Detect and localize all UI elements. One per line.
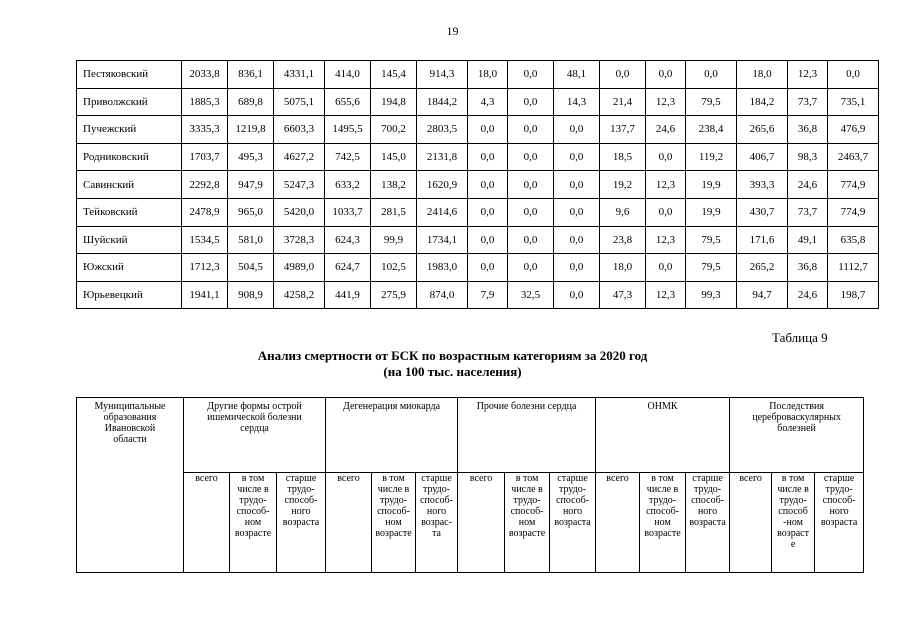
header-line: трудо- <box>422 484 451 495</box>
value-cell: 1734,1 <box>417 226 468 254</box>
header-line: ного <box>426 506 447 517</box>
value-cell: 1983,0 <box>417 254 468 282</box>
header-line: способ- <box>691 495 725 506</box>
subheader-working-age <box>640 473 686 573</box>
header-line: способ- <box>284 495 318 506</box>
header-line: в том <box>515 473 539 484</box>
value-cell: 624,3 <box>325 226 371 254</box>
value-cell: 0,0 <box>554 281 600 309</box>
value-cell: 0,0 <box>686 61 737 89</box>
value-cell: 19,2 <box>600 171 646 199</box>
table-row <box>77 116 879 144</box>
header-line: ном <box>385 517 402 528</box>
header-line: всего <box>739 473 762 484</box>
header-line: старше <box>285 473 317 484</box>
subheader-over-working-age <box>277 473 326 573</box>
value-cell: 914,3 <box>417 61 468 89</box>
header-line: старше <box>823 473 855 484</box>
header-line: старше <box>421 473 452 484</box>
value-cell: 19,9 <box>686 198 737 226</box>
value-cell: 633,2 <box>325 171 371 199</box>
value-cell: 99,9 <box>371 226 417 254</box>
value-cell: 836,1 <box>228 61 274 89</box>
value-cell: 73,7 <box>788 88 828 116</box>
header-line: возраста <box>554 517 591 528</box>
value-cell: 1033,7 <box>325 198 371 226</box>
value-cell: 0,0 <box>554 171 600 199</box>
value-cell: 12,3 <box>646 226 686 254</box>
subheader-over-working-age <box>416 473 458 573</box>
value-cell: 73,7 <box>788 198 828 226</box>
value-cell: 624,7 <box>325 254 371 282</box>
value-cell: 635,8 <box>828 226 879 254</box>
value-cell: 9,6 <box>600 198 646 226</box>
header-line: старше <box>692 473 723 484</box>
value-cell: 0,0 <box>468 226 508 254</box>
value-cell: 774,9 <box>828 198 879 226</box>
header-line: ном <box>654 517 671 528</box>
header-line: способ- <box>420 495 453 506</box>
header-line: в том <box>651 473 674 484</box>
header-line: в том <box>382 473 405 484</box>
value-cell: 0,0 <box>468 143 508 171</box>
header-line: возрасте <box>234 528 272 539</box>
value-cell: 874,0 <box>417 281 468 309</box>
value-cell: 1712,3 <box>182 254 228 282</box>
value-cell: 5420,0 <box>274 198 325 226</box>
value-cell: 0,0 <box>468 198 508 226</box>
header-line: ного <box>562 506 583 517</box>
header-line: числе в <box>777 484 809 495</box>
table-row <box>77 143 879 171</box>
value-cell: 0,0 <box>468 254 508 282</box>
value-cell: 1112,7 <box>828 254 879 282</box>
value-cell: 119,2 <box>686 143 737 171</box>
value-cell: 145,0 <box>371 143 417 171</box>
value-cell: 0,0 <box>508 171 554 199</box>
value-cell: 0,0 <box>508 143 554 171</box>
value-cell: 4989,0 <box>274 254 325 282</box>
value-cell: 3728,3 <box>274 226 325 254</box>
header-line: числе в <box>511 484 543 495</box>
district-name-cell: Пучежский <box>77 116 182 144</box>
district-name-cell: Родниковский <box>77 143 182 171</box>
value-cell: 689,8 <box>228 88 274 116</box>
value-cell: 1534,5 <box>182 226 228 254</box>
header-line: трудо- <box>513 495 541 506</box>
value-cell: 198,7 <box>828 281 879 309</box>
value-cell: 12,3 <box>646 281 686 309</box>
table-row <box>77 198 879 226</box>
district-name-cell: Пестяковский <box>77 61 182 89</box>
subheader-working-age <box>505 473 550 573</box>
table-row <box>77 61 879 89</box>
header-line: в том <box>241 473 265 484</box>
header-line: трудо- <box>287 484 315 495</box>
value-cell: 79,5 <box>686 88 737 116</box>
value-cell: 441,9 <box>325 281 371 309</box>
table-number-label: Таблица 9 <box>772 330 828 345</box>
header-line: сердца <box>240 423 269 434</box>
value-cell: 2414,6 <box>417 198 468 226</box>
value-cell: 0,0 <box>508 198 554 226</box>
value-cell: 12,3 <box>788 61 828 89</box>
value-cell: 406,7 <box>737 143 788 171</box>
value-cell: 24,6 <box>646 116 686 144</box>
value-cell: 0,0 <box>600 61 646 89</box>
table-subtitle: (на 100 тыс. населения) <box>383 364 522 379</box>
value-cell: 908,9 <box>228 281 274 309</box>
header-line: трудо- <box>648 495 677 506</box>
value-cell: 1219,8 <box>228 116 274 144</box>
value-cell: 265,2 <box>737 254 788 282</box>
header-line: возрасте <box>375 528 412 539</box>
value-cell: 4258,2 <box>274 281 325 309</box>
value-cell: 0,0 <box>554 226 600 254</box>
table-row <box>77 171 879 199</box>
header-line: возраст <box>777 528 809 539</box>
value-cell: 18,0 <box>737 61 788 89</box>
value-cell: 0,0 <box>468 171 508 199</box>
value-cell: 275,9 <box>371 281 417 309</box>
value-cell: 774,9 <box>828 171 879 199</box>
group-header <box>596 398 730 473</box>
value-cell: 0,0 <box>554 116 600 144</box>
value-cell: 23,8 <box>600 226 646 254</box>
header-line: трудо- <box>558 484 587 495</box>
header-line: Другие формы острой <box>207 401 302 412</box>
table-8-continuation <box>76 60 879 309</box>
header-line: всего <box>195 473 218 484</box>
value-cell: 1941,1 <box>182 281 228 309</box>
value-cell: 36,8 <box>788 116 828 144</box>
district-name-cell: Тейковский <box>77 198 182 226</box>
header-line: области <box>113 434 147 445</box>
value-cell: 2292,8 <box>182 171 228 199</box>
subheader-over-working-age <box>686 473 730 573</box>
table-row <box>77 88 879 116</box>
header-line: числе в <box>646 484 679 495</box>
header-line: трудо- <box>825 484 853 495</box>
value-cell: 655,6 <box>325 88 371 116</box>
value-cell: 0,0 <box>508 61 554 89</box>
header-line: ного <box>697 506 718 517</box>
value-cell: 145,4 <box>371 61 417 89</box>
header-line: способ- <box>556 495 589 506</box>
subheader-total <box>730 473 772 573</box>
value-cell: 0,0 <box>554 143 600 171</box>
header-line: болезней <box>777 423 816 434</box>
value-cell: 79,5 <box>686 254 737 282</box>
value-cell: 2033,8 <box>182 61 228 89</box>
header-line: способ- <box>236 506 270 517</box>
subheader-over-working-age <box>815 473 864 573</box>
value-cell: 281,5 <box>371 198 417 226</box>
value-cell: 0,0 <box>646 254 686 282</box>
value-cell: 79,5 <box>686 226 737 254</box>
header-line: ном <box>518 517 536 528</box>
header-line: возрасте <box>644 528 681 539</box>
header-line: возраста <box>282 517 320 528</box>
header-line: способ- <box>510 506 544 517</box>
table-9 <box>76 397 864 573</box>
value-cell: 2131,8 <box>417 143 468 171</box>
header-line: -ном <box>783 517 803 528</box>
value-cell: 947,9 <box>228 171 274 199</box>
header-line: Прочие болезни сердца <box>476 401 577 412</box>
subheader-working-age <box>372 473 416 573</box>
value-cell: 5247,3 <box>274 171 325 199</box>
subheader-working-age <box>230 473 277 573</box>
value-cell: 393,3 <box>737 171 788 199</box>
district-name-cell: Савинский <box>77 171 182 199</box>
value-cell: 0,0 <box>508 254 554 282</box>
subheader-working-age <box>772 473 815 573</box>
value-cell: 6603,3 <box>274 116 325 144</box>
group-header <box>326 398 458 473</box>
district-name-cell: Шуйский <box>77 226 182 254</box>
header-line: способ- <box>377 506 410 517</box>
table-row <box>77 254 879 282</box>
value-cell: 7,9 <box>468 281 508 309</box>
value-cell: 194,8 <box>371 88 417 116</box>
value-cell: 2463,7 <box>828 143 879 171</box>
header-line: способ <box>778 506 808 517</box>
value-cell: 0,0 <box>646 143 686 171</box>
header-line: цереброваскулярных <box>752 412 841 423</box>
value-cell: 4331,1 <box>274 61 325 89</box>
header-line: ном <box>244 517 262 528</box>
header-line: всего <box>606 473 629 484</box>
subheader-over-working-age <box>550 473 596 573</box>
header-line: трудо- <box>779 495 807 506</box>
value-cell: 137,7 <box>600 116 646 144</box>
header-line: в том <box>781 473 805 484</box>
header-line: Муниципальные <box>94 401 166 412</box>
value-cell: 0,0 <box>468 116 508 144</box>
value-cell: 581,0 <box>228 226 274 254</box>
value-cell: 102,5 <box>371 254 417 282</box>
value-cell: 18,0 <box>468 61 508 89</box>
header-line: способ- <box>646 506 679 517</box>
header-line: е <box>790 539 796 550</box>
value-cell: 2478,9 <box>182 198 228 226</box>
value-cell: 32,5 <box>508 281 554 309</box>
header-line: Последствия <box>769 401 824 412</box>
header-line: ОНМК <box>647 401 678 412</box>
value-cell: 171,6 <box>737 226 788 254</box>
district-name-cell: Юрьевецкий <box>77 281 182 309</box>
value-cell: 4627,2 <box>274 143 325 171</box>
value-cell: 184,2 <box>737 88 788 116</box>
header-line: всего <box>469 473 493 484</box>
header-line: способ- <box>822 495 856 506</box>
value-cell: 24,6 <box>788 171 828 199</box>
value-cell: 1703,7 <box>182 143 228 171</box>
header-line: трудо- <box>239 495 267 506</box>
value-cell: 18,0 <box>600 254 646 282</box>
value-cell: 0,0 <box>554 198 600 226</box>
value-cell: 98,3 <box>788 143 828 171</box>
header-line: Дегенерация миокарда <box>343 401 441 412</box>
value-cell: 49,1 <box>788 226 828 254</box>
table-title: Анализ смертности от БСК по возрастным категориям за 2020 год <box>257 348 648 363</box>
value-cell: 742,5 <box>325 143 371 171</box>
value-cell: 238,4 <box>686 116 737 144</box>
table-row <box>77 226 879 254</box>
header-line: возраста <box>820 517 858 528</box>
district-name-cell: Приволжский <box>77 88 182 116</box>
header-line: та <box>432 528 441 539</box>
value-cell: 12,3 <box>646 88 686 116</box>
table-row <box>77 281 879 309</box>
value-cell: 0,0 <box>646 198 686 226</box>
value-cell: 0,0 <box>508 116 554 144</box>
value-cell: 47,3 <box>600 281 646 309</box>
value-cell: 0,0 <box>646 61 686 89</box>
header-line: трудо- <box>693 484 722 495</box>
value-cell: 5075,1 <box>274 88 325 116</box>
value-cell: 1885,3 <box>182 88 228 116</box>
value-cell: 138,2 <box>371 171 417 199</box>
header-line: всего <box>337 473 360 484</box>
group-header <box>458 398 596 473</box>
header-line: числе в <box>377 484 410 495</box>
value-cell: 36,8 <box>788 254 828 282</box>
value-cell: 94,7 <box>737 281 788 309</box>
value-cell: 965,0 <box>228 198 274 226</box>
value-cell: 48,1 <box>554 61 600 89</box>
header-line: возрасте <box>508 528 546 539</box>
value-cell: 4,3 <box>468 88 508 116</box>
value-cell: 430,7 <box>737 198 788 226</box>
value-cell: 1620,9 <box>417 171 468 199</box>
value-cell: 19,9 <box>686 171 737 199</box>
value-cell: 3335,3 <box>182 116 228 144</box>
value-cell: 735,1 <box>828 88 879 116</box>
header-line: возрас- <box>421 517 452 528</box>
district-name-cell: Южский <box>77 254 182 282</box>
value-cell: 24,6 <box>788 281 828 309</box>
value-cell: 12,3 <box>646 171 686 199</box>
header-line: ного <box>829 506 849 517</box>
header-line: старше <box>557 473 588 484</box>
page-number: 19 <box>446 24 459 38</box>
header-line: ишемической болезни <box>207 412 302 423</box>
value-cell: 1844,2 <box>417 88 468 116</box>
value-cell: 2803,5 <box>417 116 468 144</box>
subheader-total <box>458 473 505 573</box>
value-cell: 0,0 <box>828 61 879 89</box>
value-cell: 504,5 <box>228 254 274 282</box>
municipality-header <box>77 398 184 573</box>
subheader-total <box>326 473 372 573</box>
value-cell: 99,3 <box>686 281 737 309</box>
value-cell: 414,0 <box>325 61 371 89</box>
header-line: возраста <box>689 517 726 528</box>
header-line: ного <box>291 506 311 517</box>
value-cell: 0,0 <box>508 226 554 254</box>
group-header <box>730 398 864 473</box>
header-line: образования <box>103 412 157 423</box>
value-cell: 0,0 <box>508 88 554 116</box>
value-cell: 476,9 <box>828 116 879 144</box>
header-line: Ивановской <box>104 423 156 434</box>
header-line: числе в <box>237 484 269 495</box>
value-cell: 265,6 <box>737 116 788 144</box>
value-cell: 21,4 <box>600 88 646 116</box>
group-header <box>184 398 326 473</box>
value-cell: 1495,5 <box>325 116 371 144</box>
value-cell: 495,3 <box>228 143 274 171</box>
subheader-total <box>596 473 640 573</box>
subheader-total <box>184 473 230 573</box>
value-cell: 700,2 <box>371 116 417 144</box>
value-cell: 18,5 <box>600 143 646 171</box>
value-cell: 14,3 <box>554 88 600 116</box>
value-cell: 0,0 <box>554 254 600 282</box>
header-line: трудо- <box>379 495 408 506</box>
